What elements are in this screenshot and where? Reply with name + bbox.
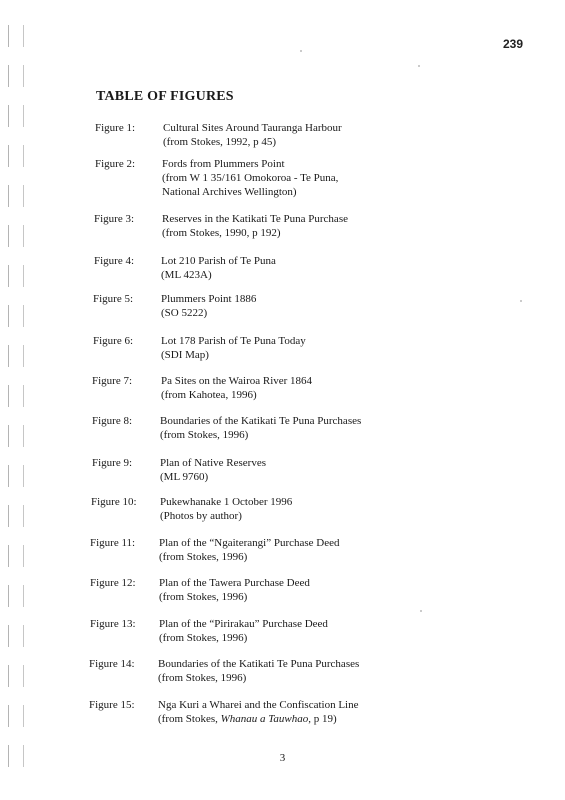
figure-caption-line: Plan of the “Pirirakau” Purchase Deed bbox=[159, 618, 328, 630]
figure-caption bbox=[163, 121, 342, 149]
italic-title: Whanau a Tauwhao bbox=[220, 713, 309, 725]
figure-caption bbox=[160, 495, 292, 523]
binding-hole-mark bbox=[8, 385, 24, 407]
figure-caption-line: Lot 178 Parish of Te Puna Today bbox=[161, 335, 306, 347]
scan-speck bbox=[418, 65, 420, 67]
figure-caption-line: Nga Kuri a Wharei and the Confiscation Line bbox=[158, 699, 359, 711]
figure-caption-line: Plummers Point 1886 bbox=[161, 293, 257, 305]
scan-speck bbox=[300, 50, 302, 52]
figure-caption bbox=[161, 374, 312, 402]
figure-caption-line: (from Stokes, 1996) bbox=[159, 551, 248, 563]
figure-label: Figure 6: bbox=[93, 335, 134, 347]
figure-caption-line: (from Kahotea, 1996) bbox=[161, 389, 257, 401]
figure-caption-line: (from Stokes, 1996) bbox=[160, 429, 249, 441]
binding-hole-mark bbox=[8, 625, 24, 647]
figure-caption-line: Plan of the “Ngaiterangi” Purchase Deed bbox=[159, 537, 340, 549]
figure-caption-line bbox=[158, 712, 358, 726]
figure-caption bbox=[161, 254, 276, 282]
figure-caption bbox=[159, 576, 310, 604]
binding-hole-mark bbox=[8, 265, 24, 287]
figure-caption-line: Lot 210 Parish of Te Puna bbox=[161, 255, 276, 267]
figure-caption-line: Pukewhanake 1 October 1996 bbox=[160, 496, 293, 508]
binding-hole-mark bbox=[8, 185, 24, 207]
page-number-top: 239 bbox=[502, 37, 523, 51]
figure-caption-line: (from Stokes, 1990, p 192) bbox=[162, 227, 281, 239]
binding-hole-mark bbox=[8, 345, 24, 367]
page-title: TABLE OF FIGURES bbox=[96, 89, 234, 104]
binding-hole-mark bbox=[8, 65, 24, 87]
figure-label: Figure 2: bbox=[95, 158, 136, 170]
figure-caption bbox=[161, 334, 306, 362]
figure-caption bbox=[160, 414, 361, 442]
caption-fragment: (from Stokes, bbox=[158, 713, 221, 725]
figure-label: Figure 11: bbox=[90, 537, 136, 549]
figure-label: Figure 7: bbox=[92, 375, 133, 387]
figure-caption-line: Plan of the Tawera Purchase Deed bbox=[159, 577, 310, 589]
binding-hole-mark bbox=[8, 225, 24, 247]
figure-caption bbox=[160, 456, 266, 484]
figure-caption-line: Boundaries of the Katikati Te Puna Purchases bbox=[160, 415, 362, 427]
figure-caption-line: (Photos by author) bbox=[160, 510, 242, 522]
figure-caption bbox=[161, 292, 256, 320]
figure-label: Figure 10: bbox=[91, 496, 137, 508]
figure-caption-line: Pa Sites on the Wairoa River 1864 bbox=[161, 375, 313, 387]
figure-caption-line: (from Stokes, 1996) bbox=[159, 632, 248, 644]
figure-caption-line: Cultural Sites Around Tauranga Harbour bbox=[163, 122, 342, 134]
figure-caption bbox=[159, 617, 328, 645]
page-number-bottom: 3 bbox=[279, 752, 286, 764]
figure-caption bbox=[162, 157, 338, 199]
figure-label: Figure 8: bbox=[92, 415, 133, 427]
binding-hole-mark bbox=[8, 425, 24, 447]
binding-marks bbox=[8, 20, 28, 790]
figure-caption-line: Plan of Native Reserves bbox=[160, 457, 266, 469]
figure-caption-line: Reserves in the Katikati Te Puna Purchase bbox=[162, 213, 348, 225]
binding-hole-mark bbox=[8, 505, 24, 527]
figure-caption-line: (from Stokes, 1996) bbox=[159, 591, 248, 603]
figure-caption-line: (ML 423A) bbox=[161, 269, 212, 281]
binding-hole-mark bbox=[8, 665, 24, 687]
figure-caption bbox=[159, 536, 340, 564]
binding-hole-mark bbox=[8, 705, 24, 727]
figure-label: Figure 14: bbox=[89, 658, 135, 670]
figure-caption bbox=[162, 212, 348, 240]
figure-label: Figure 12: bbox=[90, 577, 136, 589]
scan-speck bbox=[520, 300, 522, 302]
binding-hole-mark bbox=[8, 465, 24, 487]
figure-caption-line: (ML 9760) bbox=[160, 471, 209, 483]
caption-fragment: , p 19) bbox=[308, 713, 337, 725]
binding-hole-mark bbox=[8, 25, 24, 47]
figure-label: Figure 1: bbox=[95, 122, 136, 134]
figure-label: Figure 4: bbox=[94, 255, 135, 267]
figure-caption bbox=[158, 698, 358, 726]
figure-label: Figure 5: bbox=[93, 293, 134, 305]
binding-hole-mark bbox=[8, 585, 24, 607]
binding-hole-mark bbox=[8, 545, 24, 567]
figure-caption-line: (from Stokes, 1992, p 45) bbox=[163, 136, 277, 148]
figure-caption-line: National Archives Wellington) bbox=[162, 186, 297, 198]
figure-label: Figure 13: bbox=[90, 618, 136, 630]
binding-hole-mark bbox=[8, 305, 24, 327]
binding-hole-mark bbox=[8, 105, 24, 127]
scan-speck bbox=[420, 610, 422, 612]
figure-label: Figure 15: bbox=[89, 699, 135, 711]
binding-hole-mark bbox=[8, 145, 24, 167]
figure-caption-line: (SDI Map) bbox=[161, 349, 209, 361]
figure-caption-line: (from W 1 35/161 Omokoroa - Te Puna, bbox=[162, 172, 339, 184]
figure-label: Figure 3: bbox=[94, 213, 135, 225]
figure-caption-line: (from Stokes, 1996) bbox=[158, 672, 247, 684]
figure-caption-line: (SO 5222) bbox=[161, 307, 208, 319]
figure-caption-line: Fords from Plummers Point bbox=[162, 158, 285, 170]
figure-label: Figure 9: bbox=[92, 457, 133, 469]
figure-caption bbox=[158, 657, 359, 685]
figure-caption-line: Boundaries of the Katikati Te Puna Purchases bbox=[158, 658, 360, 670]
